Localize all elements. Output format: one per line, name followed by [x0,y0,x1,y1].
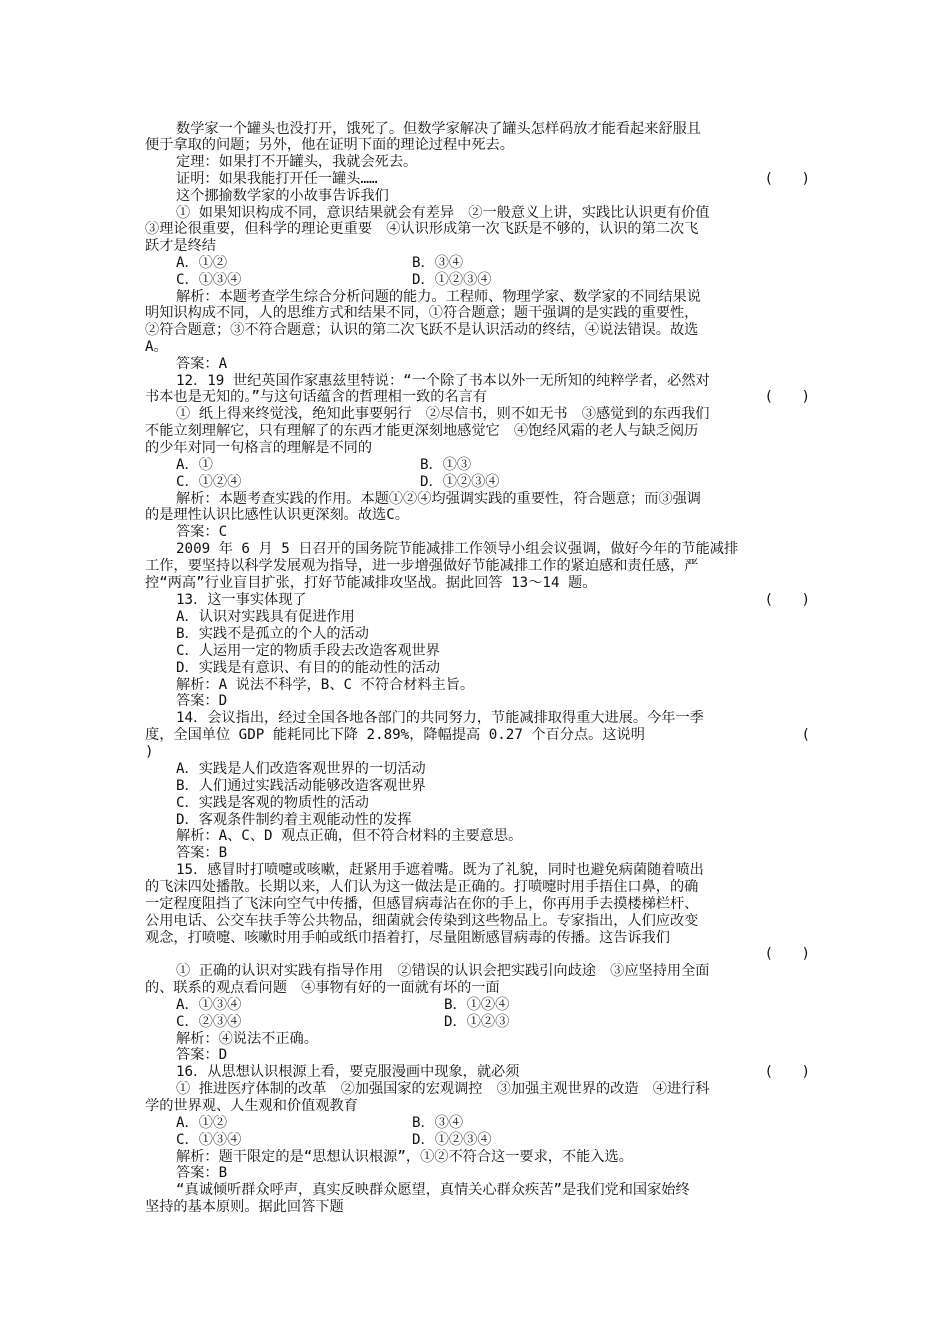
text-line: 定理：如果打不开罐头，我就会死去。 [176,154,418,170]
option-b: B．③④ [412,255,464,271]
text-line: 跃才是终结 [145,238,216,254]
option-b: B．人们通过实践活动能够改造客观世界 [176,778,426,794]
text-line: ① 推进医疗体制的改革 ②加强国家的宏观调控 ③加强主观世界的改造 ④进行科 [176,1081,710,1097]
option-a: A．① [176,457,213,473]
text-line: 数学家一个罐头也没打开，饿死了。但数学家解决了罐头怎样码放才能看起来舒服且 [176,121,701,137]
analysis-line: 解析：本题考查实践的作用。本题①②④均强调实践的重要性，符合题意；而③强调 [176,491,701,507]
option-b: B．实践不是孤立的个人的活动 [176,626,369,642]
material-line: 2009 年 6 月 5 日召开的国务院节能减排工作领导小组会议强调，做好今年的节能减排 [176,541,739,557]
option-a: A．①② [176,1115,228,1131]
question-line: 16．从思想认识根源上看，要克服漫画中现象，就必须 [176,1064,520,1080]
answer-line: 答案：C [176,524,228,540]
option-a: A．实践是人们改造客观世界的一切活动 [176,761,426,777]
question-line: 14．会议指出，经过全国各地各部门的共同努力，节能减排取得重大进展。今年一季 [176,710,704,726]
text-line: ②符合题意；③不符合题意；认识的第二次飞跃不是认识活动的终结，④说法错误。故选 [145,322,699,338]
text-line: 明知识构成不同，人的思维方式和结果不同，①符合题意；题干强调的是实践的重要性， [145,305,699,321]
answer-line: 答案：B [176,845,228,861]
text-line: 一定程度阻挡了飞沫向空气中传播，但感冒病毒沾在你的手上，你再用手去摸楼梯栏杆、 [145,896,699,912]
text-line: 的少年对同一句格言的理解是不同的 [145,440,373,456]
text-line: 这个挪揄数学家的小故事告诉我们 [176,188,389,204]
analysis-line: 解析：A 说法不科学，B、C 不符合材料主旨。 [176,677,475,693]
text-line: 不能立刻理解它，只有理解了的东西才能更深刻地感觉它 ④饱经风霜的老人与缺乏阅历 [145,423,699,439]
option-c: C．①③④ [176,1132,242,1148]
option-c: C．②③④ [176,1014,242,1030]
option-c: C．人运用一定的物质手段去改造客观世界 [176,643,440,659]
question-line: 13．这一事实体现了 [176,592,307,608]
analysis-line: 解析：题干限定的是“思想认识根源”，①②不符合这一要求，不能入选。 [176,1149,633,1165]
text-line: ① 如果知识构成不同，意识结果就会有差异 ②一般意义上讲，实践比认识更有价值 [176,205,710,221]
text-line: 控“两高”行业盲目扩张，打好节能减排攻坚战。据此回答 13～14 题。 [145,575,597,591]
text-line: 的飞沫四处播散。长期以来，人们认为这一做法是正确的。打喷嚏时用手捂住口鼻，的确 [145,879,699,895]
text-line: 坚持的基本原则。据此回答下题 [145,1199,344,1215]
option-c: C．①②④ [176,474,242,490]
answer-line: 答案：D [176,1047,228,1063]
analysis-line: 解析：本题考查学生综合分析问题的能力。工程师、物理学家、数学家的不同结果说 [176,289,701,305]
text-line: 便于拿取的问题；另外，他在证明下面的理论过程中死去。 [145,137,514,153]
option-d: D．客观条件制约着主观能动性的发挥 [176,812,412,828]
answer-bracket: ( [801,727,810,743]
text-line: 证明：如果我能打开任一罐头…… [176,171,378,187]
option-b: B．①②④ [444,997,510,1013]
answer-line: 答案：A [176,356,228,372]
material-line: “真诚倾听群众呼声，真实反映群众愿望，真情关心群众疾苦”是我们党和国家始终 [176,1182,690,1198]
option-a: A．①② [176,255,228,271]
analysis-line: 解析：④说法不正确。 [176,1031,318,1047]
text-line: 度，全国单位 GDP 能耗同比下降 2.89%，降幅提高 0.27 个百分点。这说明 [145,727,645,743]
option-c: C．①③④ [176,272,242,288]
option-b: B．①③ [420,457,472,473]
option-a: A．①③④ [176,997,242,1013]
text-line: 的、联系的观点看问题 ④事物有好的一面就有坏的一面 [145,980,500,996]
text-line: 的是理性认识比感性认识更深刻。故选C。 [145,507,409,523]
bracket-close: ) [145,744,154,760]
answer-bracket: ( ) [764,1064,810,1080]
option-d: D．①②③④ [412,272,492,288]
text-line: A。 [145,339,168,355]
text-line: ① 正确的认识对实践有指导作用 ②错误的认识会把实践引向歧途 ③应坚持用全面 [176,963,710,979]
text-line: 工作，要坚持以科学发展观为指导，进一步增强做好节能减排工作的紧迫感和责任感，严 [145,558,699,574]
text-line: 书本也是无知的。”与这句话蕴含的哲理相一致的名言有 [145,389,487,405]
option-d: D．实践是有意识、有目的的能动性的活动 [176,660,440,676]
question-line: 12．19 世纪英国作家惠兹里特说：“一个除了书本以外一无所知的纯粹学者，必然对 [176,373,710,389]
answer-line: 答案：D [176,693,228,709]
answer-bracket: ( ) [764,171,810,187]
text-line: 公用电话、公交车扶手等公共物品，细菌就会传染到这些物品上。专家指出，人们应改变 [145,913,699,929]
answer-bracket: ( ) [764,946,810,962]
analysis-line: 解析：A、C、D 观点正确，但不符合材料的主要意思。 [176,828,523,844]
option-d: D．①②③ [444,1014,510,1030]
option-b: B．③④ [412,1115,464,1131]
option-d: D．①②③④ [420,474,500,490]
text-line: ① 纸上得来终觉浅，绝知此事要躬行 ②尽信书，则不如无书 ③感觉到的东西我们 [176,406,710,422]
answer-line: 答案：B [176,1165,228,1181]
option-d: D．①②③④ [412,1132,492,1148]
answer-bracket: ( ) [764,592,810,608]
text-line: 学的世界观、人生观和价值观教育 [145,1098,358,1114]
question-line: 15．感冒时打喷嚏或咳嗽，赶紧用手遮着嘴。既为了礼貌，同时也避免病菌随着喷出 [176,862,704,878]
option-c: C．实践是客观的物质性的活动 [176,795,369,811]
text-line: 观念，打喷嚏、咳嗽时用手帕或纸巾捂着打，尽量阻断感冒病毒的传播。这告诉我们 [145,930,670,946]
text-line: ③理论很重要，但科学的理论更重要 ④认识形成第一次飞跃是不够的，认识的第二次飞 [145,221,699,237]
option-a: A．认识对实践具有促进作用 [176,609,355,625]
answer-bracket: ( ) [764,389,810,405]
